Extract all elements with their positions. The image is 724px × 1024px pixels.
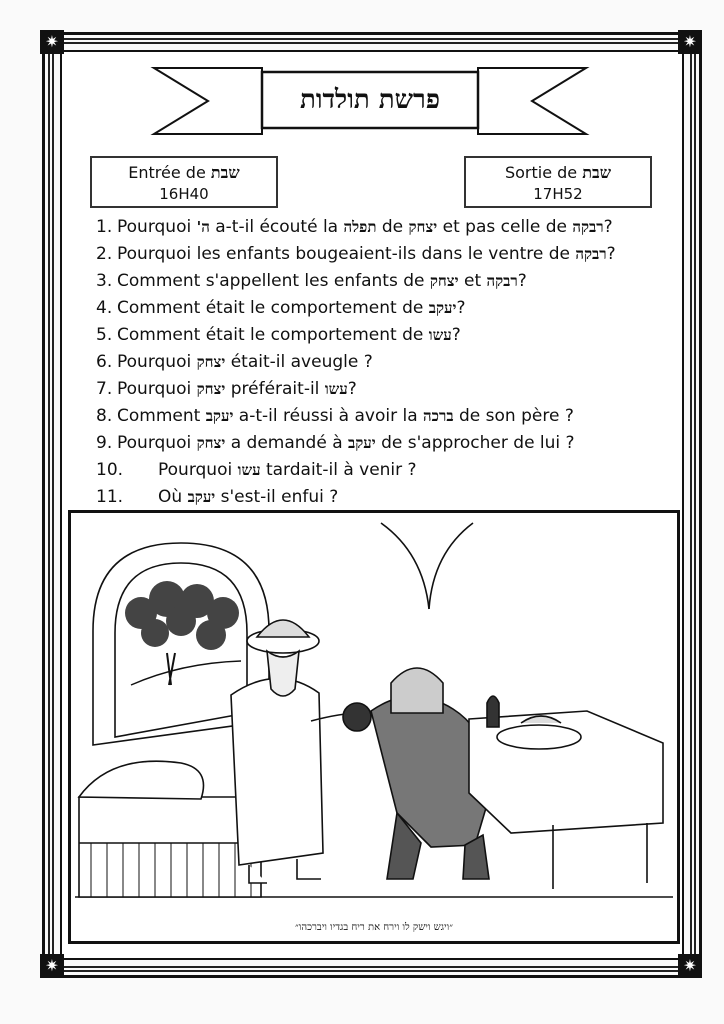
question-text: Comment s'appellent les enfants de bbox=[117, 271, 430, 291]
hebrew-term: עשו bbox=[428, 326, 452, 344]
sortie-label-row bbox=[466, 163, 650, 183]
question-text: Où bbox=[158, 487, 188, 507]
question-item bbox=[96, 403, 676, 430]
question-text: a demandé à bbox=[225, 433, 349, 453]
hebrew-term: יצחק bbox=[429, 272, 459, 290]
hebrew-term: רבקה bbox=[575, 245, 607, 263]
hebrew-term: תפלה bbox=[343, 218, 377, 236]
sortie-shabbat-box bbox=[464, 156, 652, 208]
question-item bbox=[96, 484, 676, 511]
entree-label: Entrée de bbox=[128, 163, 206, 182]
question-item bbox=[96, 268, 676, 295]
question-text: ? bbox=[603, 217, 613, 237]
hebrew-term: יצחק bbox=[196, 380, 226, 398]
question-item bbox=[96, 241, 676, 268]
question-text: Pourquoi bbox=[117, 352, 197, 372]
question-number: 3. bbox=[96, 271, 113, 291]
question-text: et bbox=[458, 271, 487, 291]
question-item bbox=[96, 376, 676, 403]
question-item bbox=[96, 295, 676, 322]
question-text: ? bbox=[451, 325, 461, 345]
hebrew-term: יצחק bbox=[196, 353, 226, 371]
illustration-caption: ״ויגש וישק לו וירח את ריח בגדיו ויברכהו״ bbox=[294, 922, 454, 933]
hebrew-term: רבקה bbox=[486, 272, 518, 290]
entree-label-row bbox=[92, 163, 276, 183]
question-text: a-t-il réussi à avoir la bbox=[233, 406, 424, 426]
question-text: de s'approcher de lui ? bbox=[375, 433, 575, 453]
question-number: 1. bbox=[96, 217, 113, 237]
question-item bbox=[96, 349, 676, 376]
hebrew-term: יצחק bbox=[408, 218, 438, 236]
question-text: et pas celle de bbox=[437, 217, 573, 237]
hebrew-term: עשו bbox=[324, 380, 348, 398]
page-title: פרשת תולדות bbox=[300, 85, 440, 115]
question-number: 9. bbox=[96, 433, 113, 453]
question-text: Comment bbox=[117, 406, 206, 426]
question-number: 6. bbox=[96, 352, 113, 372]
question-list bbox=[96, 214, 676, 511]
isaac-blessing-jacob-illustration bbox=[71, 513, 677, 941]
question-text: Comment était le comportement de bbox=[117, 298, 429, 318]
entree-time: 16H40 bbox=[159, 185, 209, 203]
question-text: Comment était le comportement de bbox=[117, 325, 429, 345]
question-number: 2. bbox=[96, 244, 113, 264]
hebrew-term: רבקה bbox=[572, 218, 604, 236]
question-number: 4. bbox=[96, 298, 113, 318]
question-text: ? bbox=[347, 379, 357, 399]
question-item bbox=[96, 430, 676, 457]
question-text: a-t-il écouté la bbox=[209, 217, 344, 237]
corner-ornament-icon: ✷ bbox=[40, 30, 64, 54]
hebrew-term: יעקב bbox=[348, 434, 376, 452]
entree-label-hebrew: שבת bbox=[210, 163, 240, 182]
question-text: Pourquoi bbox=[158, 460, 238, 480]
question-text: s'est-il enfui ? bbox=[215, 487, 339, 507]
question-item bbox=[96, 457, 676, 484]
entree-shabbat-box bbox=[90, 156, 278, 208]
hebrew-term: ברכה bbox=[423, 407, 454, 425]
question-text: Pourquoi bbox=[117, 433, 197, 453]
sortie-label: Sortie de bbox=[504, 163, 578, 182]
hebrew-term: יעקב bbox=[205, 407, 234, 425]
question-number: 10. bbox=[96, 460, 124, 480]
title-banner bbox=[150, 64, 590, 144]
question-number: 8. bbox=[96, 406, 113, 426]
question-number: 5. bbox=[96, 325, 113, 345]
question-number: 11. bbox=[96, 487, 124, 507]
question-item bbox=[96, 322, 676, 349]
question-text: de bbox=[376, 217, 409, 237]
question-text: préférait-il bbox=[225, 379, 325, 399]
question-text: de son père ? bbox=[453, 406, 574, 426]
question-item bbox=[96, 214, 676, 241]
sortie-label-hebrew: שבת bbox=[582, 163, 612, 182]
hebrew-term: יצחק bbox=[196, 434, 226, 452]
question-text: ? bbox=[606, 244, 616, 264]
question-text: Pourquoi bbox=[117, 217, 197, 237]
hebrew-term: עשו bbox=[237, 461, 261, 479]
sortie-time: 17H52 bbox=[533, 185, 583, 203]
question-number: 7. bbox=[96, 379, 113, 399]
hebrew-term: 'ה bbox=[196, 218, 210, 236]
question-text: ? bbox=[517, 271, 527, 291]
question-text: ? bbox=[456, 298, 466, 318]
question-text: Pourquoi les enfants bougeaient-ils dans le ventre de bbox=[117, 244, 576, 264]
question-text: était-il aveugle ? bbox=[225, 352, 373, 372]
illustration-frame bbox=[68, 510, 680, 944]
corner-ornament-icon: ✷ bbox=[40, 954, 64, 978]
hebrew-term: יעקב bbox=[187, 488, 216, 506]
question-text: tardait-il à venir ? bbox=[260, 460, 417, 480]
hebrew-term: יעקב bbox=[428, 299, 457, 317]
corner-ornament-icon: ✷ bbox=[678, 30, 702, 54]
question-text: Pourquoi bbox=[117, 379, 197, 399]
corner-ornament-icon: ✷ bbox=[678, 954, 702, 978]
